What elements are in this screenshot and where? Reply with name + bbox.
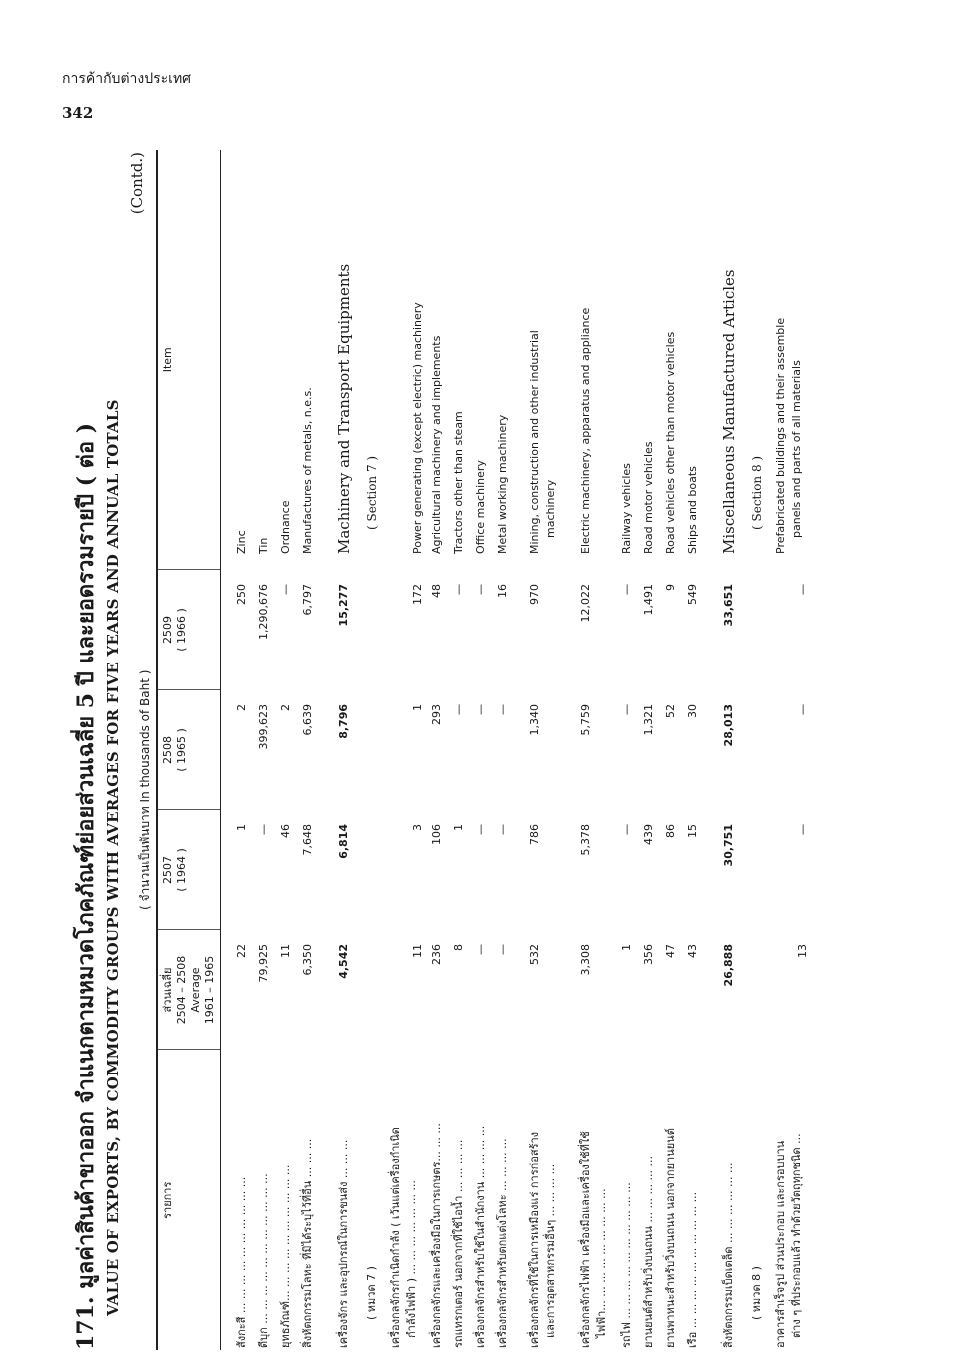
value-cell: 356 [642,944,655,965]
value-cell: — [474,944,487,955]
table-row [275,150,297,1350]
empty-cell [359,810,385,930]
table-row [770,150,811,1350]
item-thai-cell: เครื่องกลจักรสำหรับตกแต่งโลหะ ... ... ... ... [496,1138,509,1348]
value-cell: 15 [686,824,699,838]
item-thai-cell: ยุทธภัณฑ์... ... ... ... ... ... ... ... ... ... [279,1164,292,1348]
section-row [714,150,744,1350]
header-item-thai: รายการ [157,1050,221,1350]
item-english-cell: Miscellaneous Manufactured Articles [720,269,738,554]
empty-cell [744,930,770,1050]
empty-cell [319,150,329,1350]
table-row [575,150,616,1350]
value-cell: — [279,584,292,595]
value-cell: 4,542 [337,944,350,979]
item-english-cell: Office machinery [474,460,487,554]
item-english-cell: Railway vehicles [620,463,633,554]
rotated-table-region [60,140,920,1350]
running-head: การค้ากับต่างประเทศ [62,71,192,87]
item-thai-cell: ( หมวด 8 ) [750,1266,763,1320]
value-cell: — [496,704,509,715]
table-row [638,150,660,1350]
value-cell: 1 [235,824,248,831]
value-cell: 30,751 [722,824,735,867]
item-thai-cell: เครื่องกลจักรที่ใช้ในการเหมืองแร่ การก่อสร้าง และการอุตสาหกรรมอื่นๆ ... ... ... ... [528,1131,557,1348]
value-cell: 5,378 [579,824,592,856]
value-cell: 86 [664,824,677,838]
value-cell: 293 [430,704,443,725]
item-thai-cell: รถไฟ ... ... ... ... ... ... ... ... ... ... [620,1182,633,1348]
item-english-cell: ( Section 8 ) [750,455,764,530]
value-cell: 52 [664,704,677,718]
item-english-cell: Machinery and Transport Equipments [335,263,353,554]
item-thai-cell: สิ่งหัตถกรรมเบ็ดเตล็ด ... ... ... ... ... ... [722,1162,735,1348]
value-cell: 786 [528,824,541,845]
item-thai-cell: สิ่งหัตถกรรมโลหะ ที่มิได้ระบุไว้ที่อื่น ... ... ... [301,1138,314,1348]
value-cell: 172 [411,584,424,605]
item-thai-cell: เครื่องกลจักรไฟฟ้า เครื่องมือและเครื่องใช้ที่ใช้ ไฟฟ้า... ... ... ... ... ... ... ... ... [579,1131,608,1348]
item-english-cell: Ships and boats [686,466,699,554]
table-row [231,150,253,1350]
section-label-row [744,150,770,1350]
value-cell: 1,340 [528,704,541,736]
item-english-cell: Prefabricated buildings and their assemble panels and parts of all materials [774,317,803,554]
section-row [329,150,359,1350]
value-cell: 1 [452,824,465,831]
value-cell: 6,350 [301,944,314,976]
table-row [470,150,492,1350]
item-english-cell: Zinc [235,530,248,554]
header-2508: 2508 ( 1965 ) [157,690,221,810]
value-cell: — [496,944,509,955]
value-cell: 6,814 [337,824,350,859]
item-thai-cell: ยานพาหนะสำหรับวิ่งบนถนน นอกจากยานยนต์ [664,1128,677,1348]
item-english-cell: Metal working machinery [496,414,509,554]
empty-cell [221,150,232,1350]
value-cell: 1 [411,704,424,711]
value-cell: 26,888 [722,944,735,987]
section-label-row [359,150,385,1350]
value-cell: 549 [686,584,699,605]
table-row [297,150,319,1350]
table-row [682,150,704,1350]
value-cell: 11 [411,944,424,958]
value-cell: 6,639 [301,704,314,736]
empty-cell [359,570,385,690]
empty-cell [744,570,770,690]
value-cell: — [474,824,487,835]
table-row [448,150,470,1350]
item-thai-cell: ยานยนต์สำหรับวิ่งบนถนน ... ... ... ... ... [642,1156,655,1348]
table-row [426,150,448,1350]
item-thai-cell: เครื่องกลจักรและเครื่องมือในการเกษตร... ... ... [430,1123,443,1348]
value-cell: 7,648 [301,824,314,856]
empty-cell [565,150,575,1350]
value-cell: 6,797 [301,584,314,616]
value-cell: — [796,704,809,715]
value-cell: 3 [411,824,424,831]
table-title-thai: 171. มูลค่าสินค้าขาออก จำแนกตามหมวดโภคภัณฑ์ย่อยส่วนเฉลี่ย 5 ปี และยอดรวมรายปี ( ต่อ ) [73,422,99,1350]
header-row [157,150,221,1350]
table-title-english: VALUE OF EXPORTS, BY COMMODITY GROUPS WITH AVERAGES FOR FIVE YEARS AND ANNUAL TOTALS [104,399,122,1316]
value-cell: — [474,584,487,595]
value-cell: 47 [664,944,677,958]
continued-label: (Contd.) [128,152,146,215]
item-english-cell: Power generating (except electric) machinery [411,302,424,554]
value-cell: — [257,824,270,835]
table-row [616,150,638,1350]
item-english-cell: Manufactures of metals, n.e.s. [301,387,314,554]
value-cell: 5,759 [579,704,592,736]
table-row [253,150,275,1350]
table-page [60,140,920,1350]
value-cell: 16 [496,584,509,598]
value-cell: 439 [642,824,655,845]
empty-cell [744,810,770,930]
table-row [492,150,514,1350]
value-cell: — [796,824,809,835]
value-cell: 8 [452,944,465,951]
value-cell: 12,022 [579,584,592,623]
value-cell: 28,013 [722,704,735,747]
item-thai-cell: เครื่องกลจักรกำเนิดกำลัง ( เว้นแต่เครื่องกำเนิด กำลังไฟฟ้า ) ... ... ... ... ... ... ... [389,1127,418,1348]
table-row [385,150,426,1350]
value-cell: 30 [686,704,699,718]
item-thai-cell: อาคารสำเร็จรูป ส่วนประกอบ และกรอบบาน ต่าง ๆ ที่ประกอบแล้ว ทำด้วยวัตถุทุกชนิด ... [774,1133,803,1348]
item-english-cell: Tractors other than steam [452,411,465,554]
value-cell: — [620,584,633,595]
value-cell: 8,796 [337,704,350,739]
value-cell: 250 [235,584,248,605]
header-2507: 2507 ( 1964 ) [157,810,221,930]
empty-cell [704,150,714,1350]
value-cell: 2 [279,704,292,711]
item-thai-cell: ดีบุก ... ... ... ... ... ... ... ... ... ... ... [257,1173,270,1348]
value-cell: 532 [528,944,541,965]
units-note: ( จำนวนเป็นพันบาท In thousands of Baht ) [138,669,152,910]
empty-cell [359,930,385,1050]
item-thai-cell: เครื่องกลจักรสำหรับใช้ในสำนักงาน ... ... ... ... [474,1125,487,1348]
value-cell: 33,651 [722,584,735,627]
empty-cell [359,690,385,810]
table-row [660,150,682,1350]
value-cell: — [620,824,633,835]
value-cell: 9 [664,584,677,591]
item-english-cell: Agricultural machinery and implements [430,335,443,554]
empty-cell [514,150,524,1350]
value-cell: — [452,584,465,595]
value-cell: 2 [235,704,248,711]
value-cell: 13 [796,944,809,958]
value-cell: — [496,824,509,835]
value-cell: — [796,584,809,595]
value-cell: 22 [235,944,248,958]
value-cell: 1,491 [642,584,655,616]
table-row [524,150,565,1350]
item-english-cell: Tin [257,537,270,554]
value-cell: 236 [430,944,443,965]
value-cell: 1 [620,944,633,951]
value-cell: 970 [528,584,541,605]
header-average: ส่วนเฉลี่ย 2504 – 2508 Average 1961 – 1965 [157,930,221,1050]
value-cell: 1,290,676 [257,584,270,640]
value-cell: 15,277 [337,584,350,627]
item-english-cell: Electric machinery, apparatus and appliance [579,307,592,554]
value-cell: — [474,704,487,715]
item-english-cell: Road motor vehicles [642,441,655,554]
value-cell: 3,308 [579,944,592,976]
value-cell: 46 [279,824,292,838]
value-cell: 79,925 [257,944,270,983]
item-english-cell: ( Section 7 ) [365,455,379,530]
value-cell: 1,321 [642,704,655,736]
item-thai-cell: ( หมวด 7 ) [365,1266,378,1320]
item-english-cell: Ordnance [279,500,292,554]
value-cell: 48 [430,584,443,598]
item-english-cell: Mining, construction and other industrial machinery [528,330,557,554]
page-number: 342 [62,104,94,122]
value-cell: — [620,704,633,715]
value-cell: 106 [430,824,443,845]
value-cell: — [452,704,465,715]
value-cell: 43 [686,944,699,958]
exports-table [156,150,811,1350]
item-thai-cell: เครื่องจักร และอุปกรณ์ในการขนส่ง ... ... ... [337,1139,350,1348]
value-cell: 11 [279,944,292,958]
item-thai-cell: เรือ ... ... ... ... ... ... ... ... ... ... [686,1191,699,1348]
item-english-cell: Road vehicles other than motor vehicles [664,331,677,554]
header-2509: 2509 ( 1966 ) [157,570,221,690]
item-thai-cell: สังกะสี ... ... ... ... ... ... ... ... ... ... [235,1176,248,1348]
empty-cell [744,690,770,810]
header-item-english: Item [157,150,221,570]
item-thai-cell: รถแทรกเตอร์ นอกจากที่ใช้ไอน้ำ ... ... ... ... [452,1139,465,1348]
value-cell: 399,623 [257,704,270,750]
